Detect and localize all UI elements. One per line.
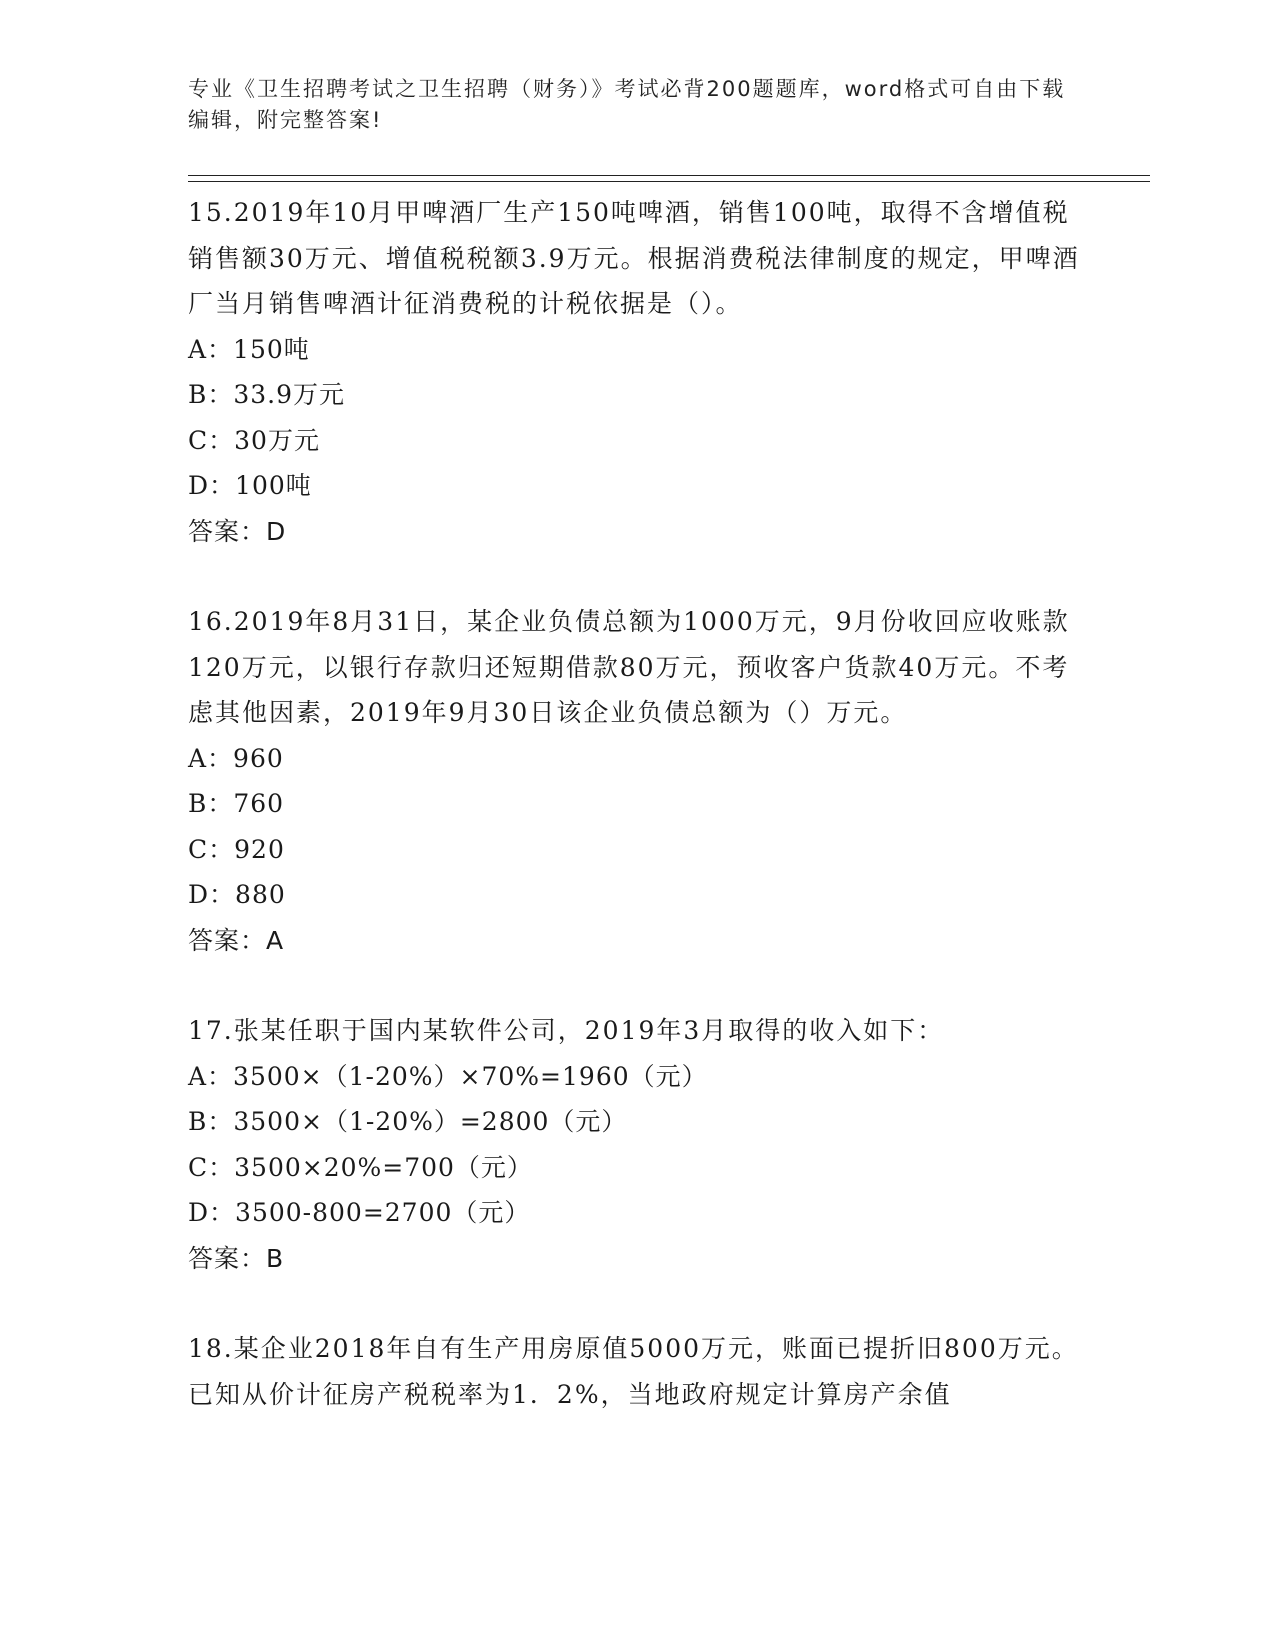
question-stem: 16.2019年8月31日，某企业负债总额为1000万元，9月份收回应收账款120万元，以银行存款归还短期借款80万元，预收客户货款40万元。不考虑其他因素，2019年9月30日该企业负债总额为（）万元。 [188,607,1070,727]
question-item [188,1008,1088,1281]
question-item [188,190,1088,554]
option-a: A：960 [188,743,284,773]
option-c: C：30万元 [188,425,320,455]
question-stem: 17.张某任职于国内某软件公司，2019年3月取得的收入如下： [188,1016,945,1045]
question-stem: 15.2019年10月甲啤酒厂生产150吨啤酒，销售100吨，取得不含增值税销售额30万元、增值税税额3.9万元。根据消费税法律制度的规定，甲啤酒厂当月销售啤酒计征消费税的计税依据是（）。 [188,198,1080,318]
option-a: A：150吨 [188,334,310,364]
answer-line: 答案：D [188,516,287,546]
option-b: B：3500×（1-20%）=2800（元） [188,1107,628,1136]
option-a: A：3500×（1-20%）×70%=1960（元） [188,1061,708,1091]
document-header: 专业《卫生招聘考试之卫生招聘（财务）》考试必背200题题库，word格式可自由下载编辑，附完整答案! [188,77,1066,132]
question-item [188,599,1088,963]
option-d: D：3500-800=2700（元） [188,1198,531,1227]
option-b: B：33.9万元 [188,380,346,409]
question-list [188,190,1088,1462]
option-d: D：880 [188,880,286,909]
answer-line: 答案：A [188,925,285,955]
option-b: B：760 [188,789,285,818]
question-item [188,1326,1088,1417]
option-d: D：100吨 [188,471,312,500]
option-c: C：920 [188,834,285,864]
answer-line: 答案：B [188,1243,285,1273]
option-c: C：3500×20%=700（元） [188,1152,533,1182]
header-divider-top [188,175,1150,176]
header-divider-bottom [188,181,1150,182]
question-stem: 18.某企业2018年自有生产用房原值5000万元，账面已提折旧800万元。已知从价计征房产税税率为1．2%，当地政府规定计算房产余值 [188,1334,1079,1409]
